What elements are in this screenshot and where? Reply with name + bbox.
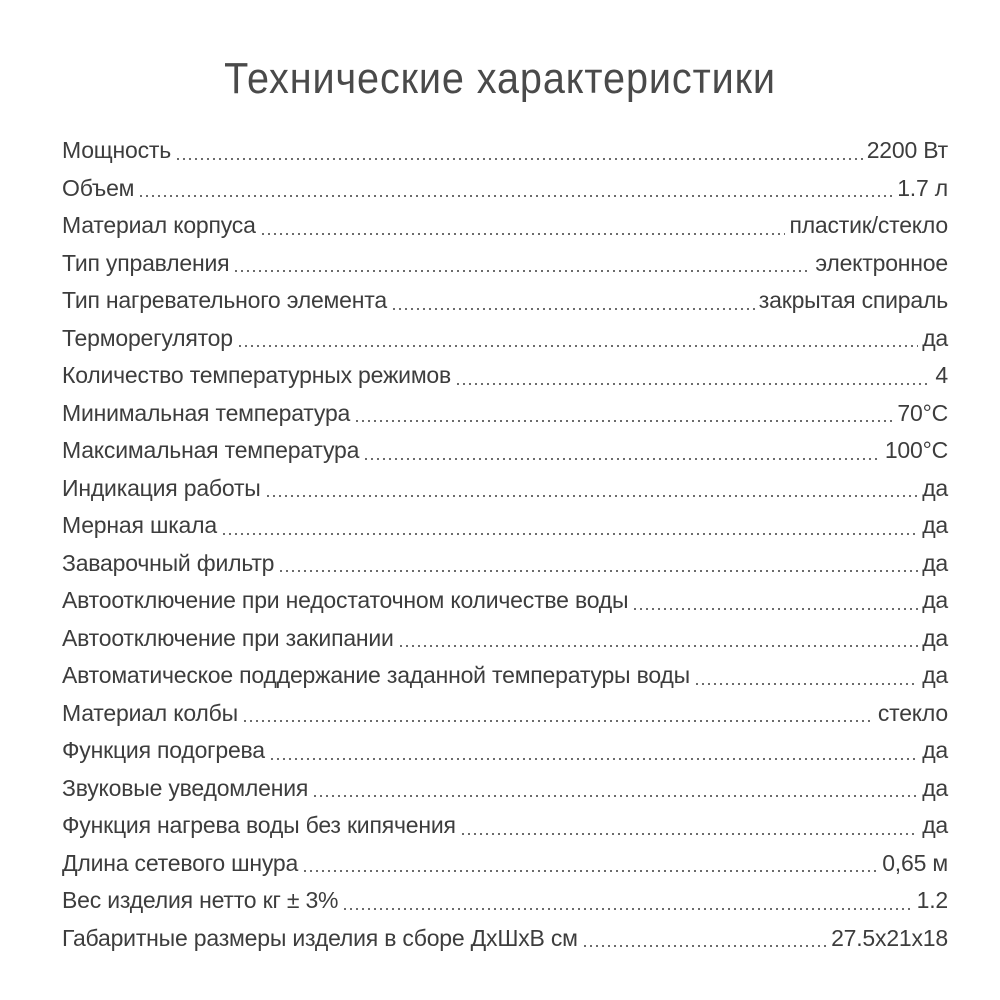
- spec-label: Автоотключение при закипании: [62, 624, 394, 651]
- dotted-leader: [460, 833, 918, 835]
- spec-label: Материал колбы: [62, 699, 238, 726]
- spec-label: Тип нагревательного элемента: [62, 287, 387, 313]
- dotted-leader: [632, 608, 918, 610]
- spec-value: 1.2: [916, 887, 948, 913]
- spec-value: 100°C: [884, 437, 948, 463]
- spec-value: да: [922, 774, 948, 801]
- spec-list: [62, 132, 948, 957]
- spec-label: Функция подогрева: [62, 737, 265, 763]
- spec-row: [62, 657, 948, 695]
- dotted-leader: [278, 570, 918, 572]
- spec-label: Мощность: [62, 137, 172, 163]
- spec-value: 1.7 л: [897, 174, 948, 201]
- spec-value: закрытая спираль: [758, 287, 948, 313]
- spec-label: Заварочный фильтр: [62, 549, 275, 576]
- spec-label: Вес изделия нетто кг ± 3%: [62, 887, 339, 913]
- dotted-leader: [233, 270, 811, 272]
- spec-row: [62, 357, 948, 395]
- spec-value: пластик/стекло: [789, 212, 948, 238]
- spec-row: [62, 882, 948, 920]
- spec-row: [62, 395, 948, 433]
- spec-label: Минимальная температура: [62, 399, 351, 426]
- spec-row: [62, 695, 948, 733]
- spec-row: [62, 470, 948, 508]
- spec-value: да: [922, 812, 948, 838]
- spec-row: [62, 282, 948, 320]
- spec-value: да: [922, 624, 948, 651]
- page-title: Технические характеристики: [224, 54, 776, 103]
- spec-row: [62, 582, 948, 620]
- dotted-leader: [312, 795, 918, 797]
- dotted-leader: [391, 308, 755, 310]
- spec-row: [62, 545, 948, 583]
- spec-row: [62, 807, 948, 845]
- dotted-leader: [342, 908, 912, 910]
- spec-row: [62, 620, 948, 658]
- dotted-leader: [455, 383, 931, 385]
- dotted-leader: [138, 195, 893, 197]
- spec-label: Количество температурных режимов: [62, 362, 452, 388]
- spec-row: [62, 432, 948, 470]
- spec-value: 0,65 м: [882, 849, 948, 876]
- spec-row: [62, 920, 948, 958]
- dotted-leader: [269, 758, 918, 760]
- spec-label: Автоотключение при недостаточном количестве воды: [62, 587, 629, 613]
- dotted-leader: [694, 683, 918, 685]
- spec-value: да: [922, 662, 948, 688]
- spec-label: Функция нагрева воды без кипячения: [62, 812, 456, 838]
- dotted-leader: [237, 345, 918, 347]
- spec-row: [62, 732, 948, 770]
- dotted-leader: [242, 720, 874, 722]
- spec-row: [62, 507, 948, 545]
- spec-value: 2200 Вт: [866, 137, 948, 163]
- spec-label: Материал корпуса: [62, 212, 256, 238]
- spec-value: да: [922, 737, 948, 763]
- spec-row: [62, 132, 948, 170]
- dotted-leader: [265, 495, 919, 497]
- spec-value: 70°C: [897, 399, 948, 426]
- spec-label: Максимальная температура: [62, 437, 360, 463]
- spec-value: да: [922, 587, 948, 613]
- spec-value: да: [922, 324, 948, 351]
- dotted-leader: [354, 420, 893, 422]
- spec-value: да: [922, 549, 948, 576]
- spec-row: [62, 207, 948, 245]
- spec-row: [62, 845, 948, 883]
- spec-value: да: [922, 474, 948, 501]
- spec-label: Терморегулятор: [62, 324, 233, 351]
- spec-row: [62, 170, 948, 208]
- spec-label: Объем: [62, 174, 135, 201]
- dotted-leader: [260, 233, 786, 235]
- spec-value: стекло: [877, 699, 948, 726]
- dotted-leader: [175, 158, 863, 160]
- spec-label: Длина сетевого шнура: [62, 849, 299, 876]
- dotted-leader: [221, 533, 918, 535]
- spec-label: Звуковые уведомления: [62, 774, 309, 801]
- dotted-leader: [582, 945, 827, 947]
- spec-label: Тип управления: [62, 249, 230, 276]
- spec-label: Автоматическое поддержание заданной температуры воды: [62, 662, 690, 688]
- spec-row: [62, 770, 948, 808]
- spec-label: Индикация работы: [62, 474, 261, 501]
- spec-row: [62, 320, 948, 358]
- dotted-leader: [363, 458, 881, 460]
- spec-value: электронное: [815, 249, 948, 276]
- spec-value: да: [922, 512, 948, 538]
- spec-row: [62, 245, 948, 283]
- dotted-leader: [302, 870, 878, 872]
- spec-value: 27.5x21x18: [831, 924, 948, 951]
- spec-label: Габаритные размеры изделия в сборе ДхШхВ см: [62, 924, 578, 951]
- spec-value: 4: [935, 362, 948, 388]
- spec-label: Мерная шкала: [62, 512, 217, 538]
- dotted-leader: [398, 645, 918, 647]
